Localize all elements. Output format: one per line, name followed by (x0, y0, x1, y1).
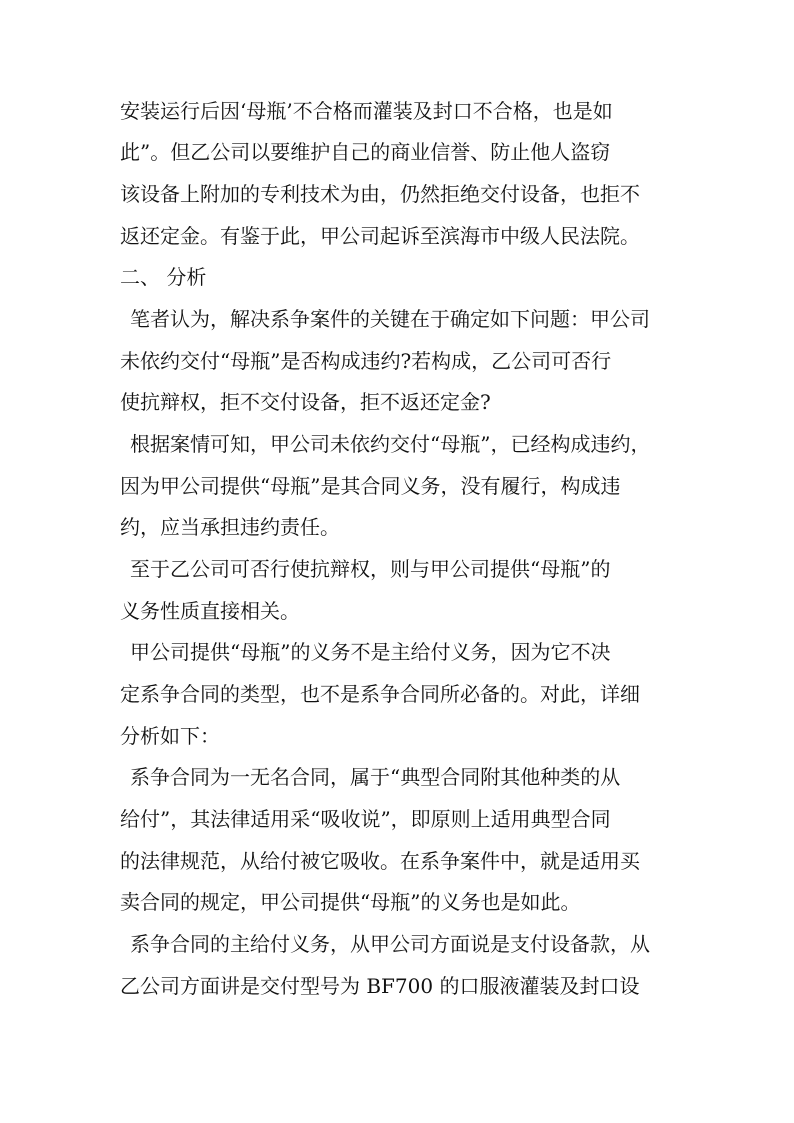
body-text-line: 的法律规范，从给付被它吸收。在系争案件中，就是适用买 (120, 849, 640, 873)
body-text-line: 此”。但乙公司以要维护自己的商业信誉、防止他人盗窃 (120, 140, 611, 164)
body-text-line: 至于乙公司可否行使抗辩权，则与甲公司提供“母瓶”的 (130, 557, 611, 581)
body-text-line: 返还定金。有鉴于此，甲公司起诉至滨海市中级人民法院。 (120, 224, 640, 248)
body-text-line: 甲公司提供“母瓶”的义务不是主给付义务，因为它不决 (130, 640, 611, 664)
body-text-line: 未依约交付“母瓶”是否构成违约?若构成，乙公司可否行 (120, 349, 612, 373)
body-text-line: 该设备上附加的专利技术为由，仍然拒绝交付设备，也拒不 (120, 182, 640, 206)
body-text-line: 笔者认为，解决系争案件的关键在于确定如下问题：甲公司 (130, 307, 650, 331)
body-text-line: 根据案情可知，甲公司未依约交付“母瓶”，已经构成违约， (130, 432, 651, 456)
body-text-line: 定系争合同的类型，也不是系争合同所必备的。对此，详细 (120, 682, 640, 706)
body-text-line: 约，应当承担违约责任。 (120, 515, 340, 539)
body-text-line: 卖合同的规定，甲公司提供“母瓶”的义务也是如此。 (120, 890, 581, 914)
body-text-line: 系争合同为一无名合同，属于“典型合同附其他种类的从 (130, 765, 621, 789)
body-text-line: 乙公司方面讲是交付型号为 BF700 的口服液灌装及封口设 (120, 974, 640, 998)
body-text-line: 系争合同的主给付义务，从甲公司方面说是支付设备款，从 (130, 932, 650, 956)
body-text-line: 使抗辩权，拒不交付设备，拒不返还定金? (120, 390, 491, 414)
section-heading: 二、 分析 (120, 265, 207, 289)
body-text-line: 义务性质直接相关。 (120, 599, 300, 623)
body-text-line: 分析如下： (120, 724, 220, 748)
body-text-line: 安装运行后因‘母瓶’不合格而灌装及封口不合格，也是如 (120, 99, 613, 123)
body-text-line: 因为甲公司提供“母瓶”是其合同义务，没有履行，构成违 (120, 474, 621, 498)
body-text-line: 给付”，其法律适用采“吸收说”，即原则上适用典型合同 (120, 807, 611, 831)
